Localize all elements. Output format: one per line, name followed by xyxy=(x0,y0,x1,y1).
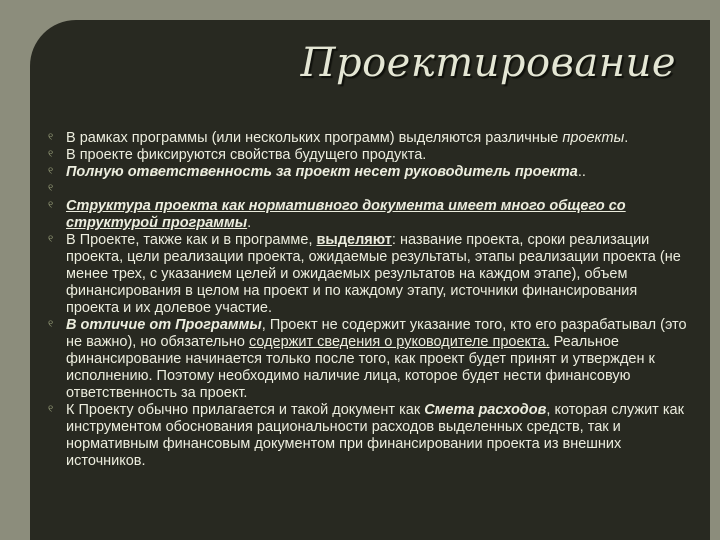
item-text: . xyxy=(624,130,629,146)
item-text: В Проекте, также как и в программе, xyxy=(66,232,317,248)
list-item xyxy=(48,147,688,164)
curl-bullet-icon: ୧ xyxy=(48,234,54,245)
list-item xyxy=(48,181,688,198)
item-text: Полную ответственность за проект несет руководитель проекта xyxy=(66,164,578,180)
list-item xyxy=(48,317,688,402)
bullet-list xyxy=(48,130,688,470)
item-text: , которая служит как инструментом обоснования рациональности расходов выделенных средств, так и нормативным финансовым документом при финансировании проекта из внешних источников. xyxy=(66,402,684,469)
curl-bullet-icon: ୧ xyxy=(48,404,54,415)
item-text: проекты xyxy=(562,130,625,146)
item-text: В отличие от Программы xyxy=(66,317,262,333)
curl-bullet-icon: ୧ xyxy=(48,319,54,330)
list-item xyxy=(48,232,688,317)
item-text: .. xyxy=(577,164,586,180)
curl-bullet-icon: ୧ xyxy=(48,183,54,194)
item-text: : название проекта, сроки реализации проекта, цели реализации проекта, ожидаемые результаты, этапы реализации проекта (не менее трех, с указанием целей и ожидаемых результатов на каждом этапе), объем финансирования в целом на проект и по каждому этапу, источники финансирования проекта и их долевое участие. xyxy=(66,232,681,316)
list-item xyxy=(48,402,688,470)
item-text: , Проект не содержит указание того, кто его разрабатывал (это не важно), но обязательно xyxy=(66,317,687,350)
item-text: К Проекту обычно прилагается и такой документ как xyxy=(66,402,425,418)
item-text: содержит сведения о руководителе проекта. xyxy=(248,334,550,350)
curl-bullet-icon: ୧ xyxy=(48,166,54,177)
list-item xyxy=(48,130,688,147)
curl-bullet-icon: ୧ xyxy=(48,149,54,160)
item-text: Реальное финансирование начинается только после того, как проект будет принят и утвержден к исполнению. Поэтому необходимо наличие лица, которое будет нести финансовую ответственность за проект. xyxy=(66,334,655,401)
item-text: . xyxy=(247,215,252,231)
list-item xyxy=(48,164,688,181)
item-text: Структура проекта как нормативного документа имеет много общего со структурой программы xyxy=(66,198,626,231)
item-text: Смета расходов xyxy=(424,402,547,418)
slide-title: Проектирование xyxy=(300,40,676,86)
item-text: выделяют xyxy=(316,232,392,248)
curl-bullet-icon: ୧ xyxy=(48,132,54,143)
list-item xyxy=(48,198,688,232)
item-text: В рамках программы (или нескольких программ) выделяются различные xyxy=(66,130,563,146)
curl-bullet-icon: ୧ xyxy=(48,200,54,211)
item-text: В проекте фиксируются свойства будущего продукта. xyxy=(66,147,427,163)
empty-line xyxy=(66,181,688,198)
